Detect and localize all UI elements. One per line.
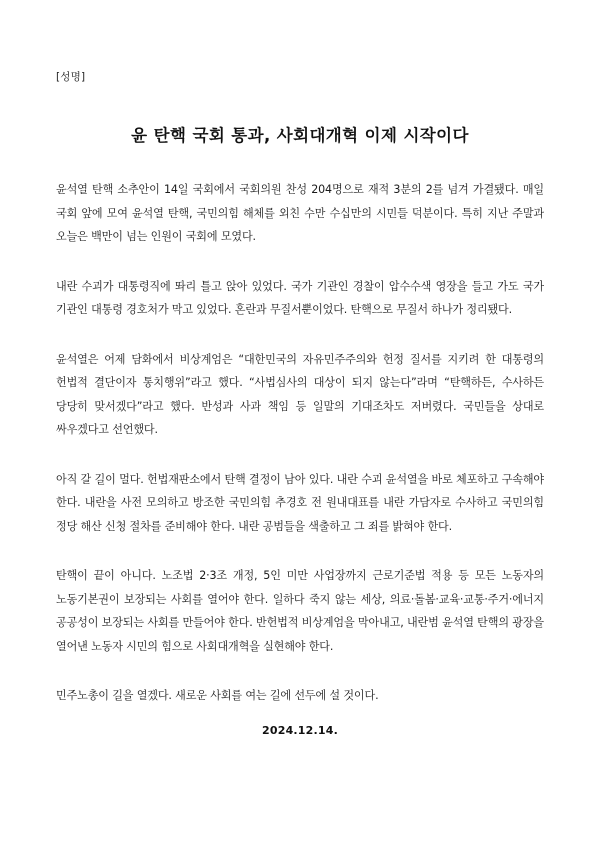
statement-date: 2024.12.14.: [262, 724, 338, 737]
paragraph-5: 탄핵이 끝이 아니다. 노조법 2·3조 개정, 5인 미만 사업장까지 근로기준법 적용 등 모든 노동자의 노동기본권이 보장되는 사회를 열어야 한다. 일하다 죽지 않는 세상, 의료·돌봄·교육·교통·주거·에너지 공공성이 보장되는 사회를 만들어야 한다. 반헌법적 비상계엄을 막아내고, 내란범 윤석열 탄핵의 광장을 열어낸 노동자 시민의 힘으로 사회대개혁을 실현해야 한다.: [56, 569, 544, 653]
statement-title: 윤 탄핵 국회 통과, 사회대개혁 이제 시작이다: [131, 126, 469, 145]
paragraph-6: 민주노총이 길을 열겠다. 새로운 사회를 여는 길에 선두에 설 것이다.: [56, 689, 379, 702]
paragraph-3: 윤석열은 어제 담화에서 비상계엄은 “대한민국의 자유민주주의와 헌정 질서를 지키려 한 대통령의 헌법적 결단이자 통치행위”라고 했다. “사법심사의 대상이 되지 않는다”라며 “탄핵하든, 수사하든 당당히 맞서겠다”라고 했다. 반성과 사과 책임 등 일말의 기대조차도 저버렸다. 국민들을 상대로 싸우겠다고 선언했다.: [56, 352, 544, 436]
paragraph-1: 윤석열 탄핵 소추안이 14일 국회에서 국회의원 찬성 204명으로 재적 3분의 2를 넘겨 가결됐다. 매일 국회 앞에 모여 윤석열 탄핵, 국민의힘 해체를 외친 수만 수십만의 시민들 덕분이다. 특히 지난 주말과 오늘은 백만이 넘는 인원이 국회에 모였다.: [56, 183, 544, 243]
document-type-label: [성명]: [56, 71, 86, 83]
statement-body: [56, 178, 544, 734]
paragraph-2: 내란 수괴가 대통령직에 똬리 틀고 앉아 있었다. 국가 기관인 경찰이 압수수색 영장을 들고 가도 국가 기관인 대통령 경호처가 막고 있었다. 혼란과 무질서뿐이었다. 탄핵으로 무질서 하나가 정리됐다.: [56, 279, 544, 316]
paragraph-4: 아직 갈 길이 멀다. 헌법재판소에서 탄핵 결정이 남아 있다. 내란 수괴 윤석열을 바로 체포하고 구속해야 한다. 내란을 사전 모의하고 방조한 국민의힘 추경호 전 원내대표를 내란 가담자로 수사하고 국민의힘 정당 해산 신청 절차를 준비해야 한다. 내란 공범들을 색출하고 그 죄를 밝혀야 한다.: [56, 472, 544, 533]
